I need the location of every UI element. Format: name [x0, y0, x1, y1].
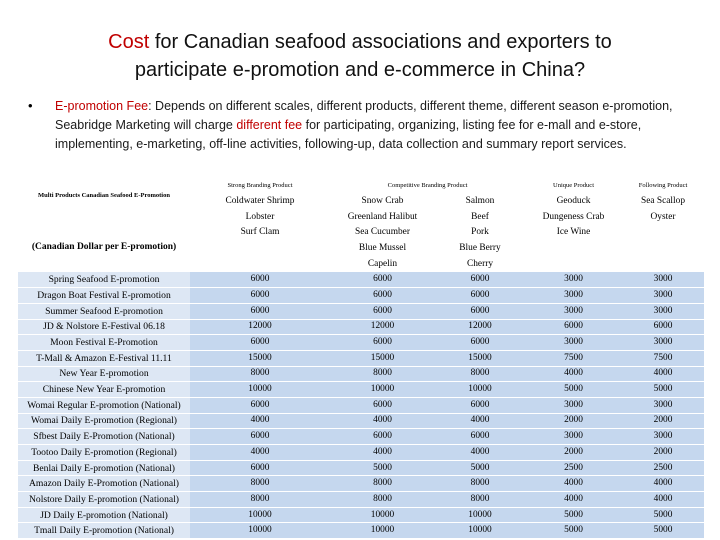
title-accent: Cost	[108, 31, 150, 53]
price-cell: 3000	[622, 335, 704, 351]
bullet-label: E-promotion Fee	[55, 99, 149, 113]
price-cell: 3000	[622, 303, 704, 319]
event-name: JD & Nolstore E-Festival 06.18	[18, 319, 190, 335]
price-cell: 8000	[190, 476, 330, 492]
product-cell: Snow Crab	[330, 194, 435, 210]
table-row	[18, 397, 704, 413]
product-cell: Cherry	[435, 256, 525, 272]
price-cell: 8000	[435, 492, 525, 508]
event-name: New Year E-promotion	[18, 366, 190, 382]
product-row	[18, 225, 704, 241]
product-cell	[190, 256, 330, 272]
price-cell: 7500	[622, 350, 704, 366]
event-name: T-Mall & Amazon E-Festival 11.11	[18, 350, 190, 366]
price-cell: 6000	[330, 429, 435, 445]
price-cell: 3000	[622, 272, 704, 288]
product-cell	[622, 225, 704, 241]
price-cell: 6000	[330, 272, 435, 288]
price-cell: 4000	[190, 445, 330, 461]
event-name: Tmall Daily E-promotion (National)	[18, 523, 190, 538]
product-cell: Geoduck	[525, 194, 622, 210]
price-cell: 3000	[525, 288, 622, 304]
event-name: Chinese New Year E-promotion	[18, 382, 190, 398]
bullet-dot-icon: •	[28, 98, 33, 113]
price-cell: 5000	[435, 460, 525, 476]
price-cell: 3000	[525, 397, 622, 413]
price-cell: 3000	[525, 335, 622, 351]
event-name: Benlai Daily E-promotion (National)	[18, 460, 190, 476]
price-cell: 4000	[190, 413, 330, 429]
price-cell: 2500	[622, 460, 704, 476]
price-cell: 12000	[330, 319, 435, 335]
price-cell: 10000	[435, 507, 525, 523]
product-cell	[525, 241, 622, 257]
price-cell: 5000	[525, 523, 622, 538]
table-row	[18, 350, 704, 366]
price-cell: 10000	[330, 523, 435, 538]
product-cell: Beef	[435, 209, 525, 225]
price-cell: 12000	[190, 319, 330, 335]
price-cell: 6000	[330, 303, 435, 319]
price-cell: 6000	[525, 319, 622, 335]
event-name: Dragon Boat Festival E-promotion	[18, 288, 190, 304]
product-cell: Capelin	[330, 256, 435, 272]
header-unique: Unique Product	[553, 182, 594, 189]
price-cell: 6000	[330, 397, 435, 413]
header-following: Following Product	[638, 182, 688, 189]
price-cell: 2500	[525, 460, 622, 476]
price-cell: 3000	[525, 272, 622, 288]
price-cell: 8000	[190, 492, 330, 508]
product-cell: Oyster	[622, 209, 704, 225]
price-cell: 8000	[190, 366, 330, 382]
product-cell: Dungeness Crab	[525, 209, 622, 225]
corner-label: Multi Products Canadian Seafood E-Promotion	[38, 192, 170, 199]
price-cell: 8000	[435, 366, 525, 382]
price-cell: 8000	[330, 366, 435, 382]
bullet-text-1: : Depends on different scales, different products, different theme, different season e-promotion, Seabridge Marketing will charge	[55, 99, 673, 132]
event-name: Tootoo Daily E-promotion (Regional)	[18, 445, 190, 461]
price-cell: 8000	[330, 492, 435, 508]
price-cell: 4000	[330, 445, 435, 461]
price-cell: 6000	[190, 397, 330, 413]
table-row	[18, 382, 704, 398]
table-row	[18, 272, 704, 288]
price-cell: 2000	[622, 445, 704, 461]
price-cell: 7500	[525, 350, 622, 366]
price-cell: 4000	[622, 492, 704, 508]
price-cell: 6000	[435, 429, 525, 445]
price-cell: 3000	[525, 429, 622, 445]
price-cell: 4000	[525, 476, 622, 492]
price-cell: 10000	[330, 382, 435, 398]
price-cell: 4000	[525, 366, 622, 382]
price-cell: 6000	[622, 319, 704, 335]
price-cell: 5000	[525, 507, 622, 523]
table-row	[18, 445, 704, 461]
table-row	[18, 523, 704, 538]
price-cell: 5000	[330, 460, 435, 476]
table-row	[18, 429, 704, 445]
price-cell: 10000	[330, 507, 435, 523]
product-cell: Salmon	[435, 194, 525, 210]
price-cell: 8000	[435, 476, 525, 492]
price-cell: 6000	[190, 288, 330, 304]
event-name: Womai Daily E-promotion (Regional)	[18, 413, 190, 429]
price-cell: 4000	[330, 413, 435, 429]
bullet-highlight: different fee	[236, 118, 303, 132]
product-cell	[622, 256, 704, 272]
table-row	[18, 460, 704, 476]
price-cell: 15000	[330, 350, 435, 366]
event-name: Amazon Daily E-Promotion (National)	[18, 476, 190, 492]
event-name: Womai Regular E-promotion (National)	[18, 397, 190, 413]
price-cell: 10000	[190, 382, 330, 398]
price-cell: 10000	[190, 507, 330, 523]
price-cell: 6000	[435, 303, 525, 319]
price-cell: 5000	[622, 523, 704, 538]
event-name: Summer Seafood E-promotion	[18, 303, 190, 319]
price-cell: 6000	[190, 272, 330, 288]
event-name: Sfbest Daily E-Promotion (National)	[18, 429, 190, 445]
price-cell: 5000	[525, 382, 622, 398]
product-cell: Coldwater Shrimp	[190, 194, 330, 210]
price-cell: 6000	[435, 288, 525, 304]
price-cell: 4000	[435, 413, 525, 429]
price-cell: 8000	[330, 476, 435, 492]
product-cell: Blue Berry	[435, 241, 525, 257]
product-cell: Ice Wine	[525, 225, 622, 241]
price-cell: 4000	[622, 366, 704, 382]
header-competitive: Competitive Branding Product	[387, 182, 468, 189]
event-name: Nolstore Daily E-promotion (National)	[18, 492, 190, 508]
price-cell: 2000	[525, 413, 622, 429]
product-cell: Surf Clam	[190, 225, 330, 241]
price-cell: 6000	[435, 397, 525, 413]
table-header-row	[18, 178, 704, 194]
price-cell: 10000	[435, 523, 525, 538]
table-row	[18, 492, 704, 508]
product-cell: Greenland Halibut	[330, 209, 435, 225]
product-cell: Sea Cucumber	[330, 225, 435, 241]
table-row	[18, 319, 704, 335]
product-cell: Pork	[435, 225, 525, 241]
price-cell: 3000	[525, 303, 622, 319]
title-rest: for Canadian seafood associations and exporters to participate e-promotion and e-commerce in China?	[134, 31, 612, 81]
header-strong: Strong Branding Product	[227, 182, 293, 189]
product-cell: Lobster	[190, 209, 330, 225]
price-cell: 6000	[190, 460, 330, 476]
bullet-text	[55, 97, 695, 154]
table-row	[18, 476, 704, 492]
price-cell: 6000	[190, 303, 330, 319]
price-cell: 6000	[435, 335, 525, 351]
price-cell: 6000	[190, 429, 330, 445]
price-cell: 15000	[190, 350, 330, 366]
price-cell: 6000	[435, 272, 525, 288]
price-cell: 12000	[435, 319, 525, 335]
price-cell: 5000	[622, 382, 704, 398]
price-cell: 2000	[525, 445, 622, 461]
product-cell	[525, 256, 622, 272]
price-cell: 5000	[622, 507, 704, 523]
price-cell: 4000	[525, 492, 622, 508]
price-cell: 4000	[622, 476, 704, 492]
table-row	[18, 335, 704, 351]
price-cell: 6000	[330, 335, 435, 351]
table-row	[18, 507, 704, 523]
event-name: Moon Festival E-Promotion	[18, 335, 190, 351]
currency-label: (Canadian Dollar per E-promotion)	[18, 241, 190, 272]
price-cell: 4000	[435, 445, 525, 461]
price-cell: 10000	[190, 523, 330, 538]
product-cell	[622, 241, 704, 257]
spacer-cell	[18, 225, 190, 241]
price-cell: 3000	[622, 397, 704, 413]
price-cell: 15000	[435, 350, 525, 366]
price-cell: 6000	[190, 335, 330, 351]
event-name: Spring Seafood E-promotion	[18, 272, 190, 288]
product-cell: Sea Scallop	[622, 194, 704, 210]
bullet-text-2: for participating, organizing, listing fee for e-mall and e-store, implementing, e-marketing, off-line activities, following-up, data collection and summary report services.	[55, 118, 642, 151]
table-row	[18, 288, 704, 304]
table-row	[18, 303, 704, 319]
slide-title	[60, 28, 660, 84]
product-cell: Blue Mussel	[330, 241, 435, 257]
price-cell: 10000	[435, 382, 525, 398]
product-row	[18, 241, 704, 257]
table-row	[18, 413, 704, 429]
product-cell	[190, 241, 330, 257]
price-cell: 6000	[330, 288, 435, 304]
price-cell: 2000	[622, 413, 704, 429]
price-cell: 3000	[622, 429, 704, 445]
table-row	[18, 366, 704, 382]
event-name: JD Daily E-promotion (National)	[18, 507, 190, 523]
price-cell: 3000	[622, 288, 704, 304]
pricing-table	[18, 178, 704, 538]
